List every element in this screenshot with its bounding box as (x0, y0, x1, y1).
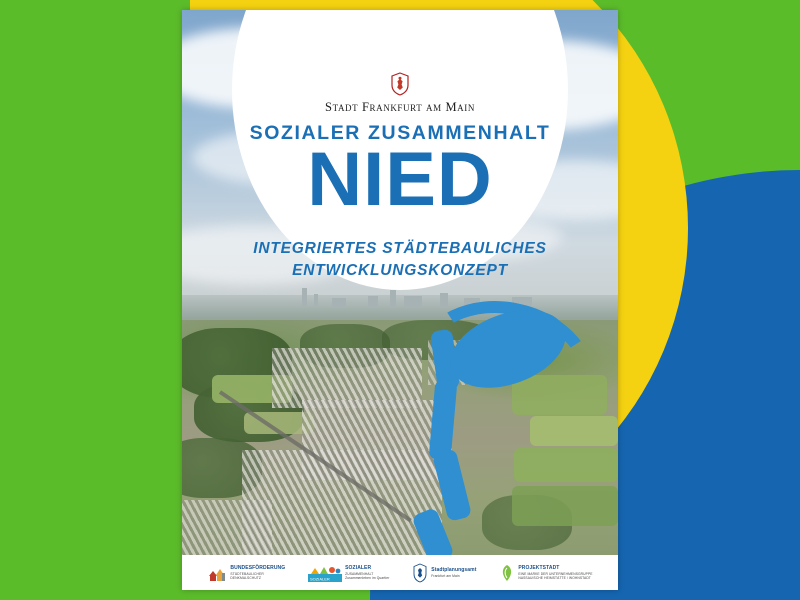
sozialer-zusammenhalt-icon (308, 563, 342, 583)
skyline-tower (404, 296, 422, 308)
logo-bar (182, 555, 618, 590)
svg-text:SOZIALER: SOZIALER (310, 576, 330, 581)
logo-line2: Frankfurt am Main (431, 573, 460, 578)
logo-sozialer-zusammenhalt (308, 563, 389, 583)
logo-line3: DENKMALSCHUTZ (230, 575, 262, 580)
logo-stadtplanungsamt-text (431, 567, 476, 577)
poster-subtitle-line2: ENTWICKLUNGSKONZEPT (292, 262, 508, 280)
urban-block (272, 348, 422, 408)
logo-line3: NASSAUISCHE HEIMSTÄTTE / WOHNSTADT (518, 575, 591, 580)
logo-stadtplanungsamt (412, 563, 476, 583)
logo-line1: BUNDESFÖRDERUNG (230, 565, 286, 572)
logo-line1: PROJEKTSTADT (518, 565, 560, 572)
logo-projektstadt (499, 564, 592, 582)
skyline-tower (390, 290, 396, 308)
denkmalschutz-houses-icon (207, 563, 227, 583)
skyline-tower (314, 294, 318, 306)
logo-sozialer-zusammenhalt-text (345, 565, 389, 579)
logo-projektstadt-text (518, 565, 592, 579)
logo-line2: EINE MARKE DER UNTERNEHMENSGRUPPE (518, 571, 593, 576)
city-crest (182, 72, 618, 116)
skyline-tower (332, 298, 346, 308)
poster-subtitle (182, 238, 618, 283)
urban-block (182, 500, 272, 555)
frankfurt-eagle-crest-icon (389, 72, 411, 96)
projektstadt-leaf-icon (499, 564, 515, 582)
logo-line1: Stadtplanungsamt (431, 567, 477, 574)
field (512, 486, 618, 526)
logo-line2: ZUSAMMENHALT (345, 571, 374, 576)
field (514, 448, 618, 482)
logo-line1: SOZIALER (345, 565, 372, 572)
logo-bundesfoerderung-text (230, 565, 285, 579)
frankfurt-eagle-small-icon (412, 563, 428, 583)
logo-line3: Zusammenleben im Quartier (345, 575, 390, 580)
photo-land (182, 320, 618, 555)
skyline-tower (368, 296, 378, 308)
urban-block (242, 450, 442, 555)
poster-kicker: SOZIALER ZUSAMMENHALT (249, 122, 551, 144)
logo-line2: STÄDTEBAULICHER (230, 571, 264, 576)
logo-bundesfoerderung (207, 563, 285, 583)
skyline-tower (440, 293, 448, 308)
poster-subtitle-line1: INTEGRIERTES STÄDTEBAULICHES (253, 240, 547, 257)
background-green-corner (0, 0, 190, 260)
poster-title: NIED (307, 137, 493, 222)
poster-cover (182, 10, 618, 590)
crest-label: Stadt Frankfurt am Main (325, 100, 475, 114)
skyline-tower (302, 288, 307, 306)
